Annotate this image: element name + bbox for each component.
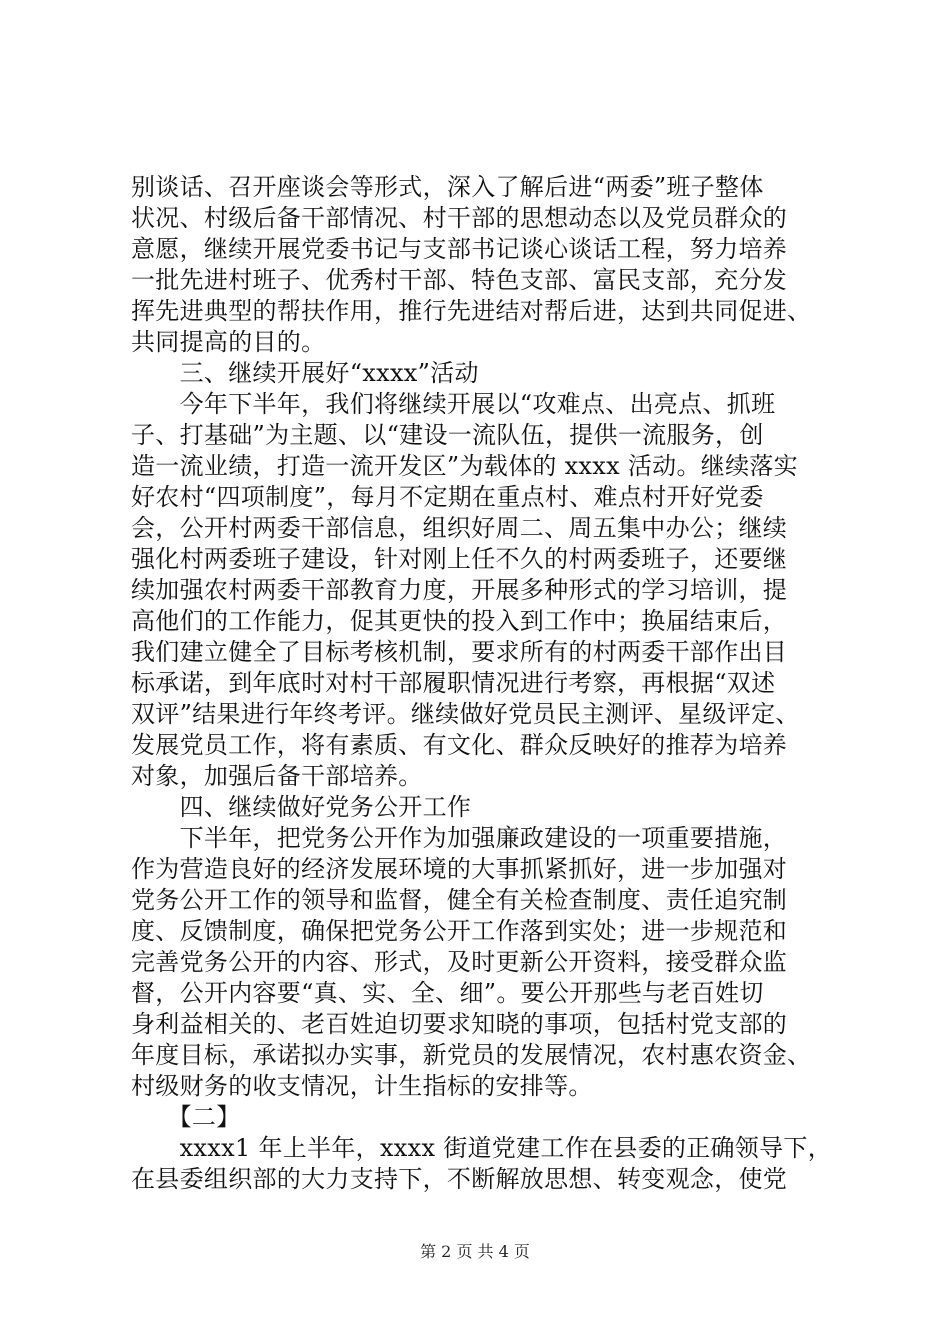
text-line: 会，公开村两委干部信息，组织好周二、周五集中办公；继续 xyxy=(131,514,788,542)
text-line: 续加强农村两委干部教育力度，开展多种形式的学习培训，提 xyxy=(131,576,788,604)
section-heading: 【二】 xyxy=(131,1103,241,1131)
text-line: 年度目标，承诺拟办实事，新党员的发展情况，农村惠农资金、 xyxy=(131,1041,812,1069)
text-line: xxxx1 年上半年，xxxx 街道党建工作在县委的正确领导下， xyxy=(131,1134,833,1162)
text-line: 完善党务公开的内容、形式，及时更新公开资料，接受群众监 xyxy=(131,948,788,976)
text-line: 强化村两委班子建设，针对刚上任不久的村两委班子，还要继 xyxy=(131,545,788,573)
text-line: 状况、村级后备干部情况、村干部的思想动态以及党员群众的 xyxy=(131,204,788,232)
text-line: 意愿，继续开展党委书记与支部书记谈心谈话工程，努力培养 xyxy=(131,235,788,263)
text-line: 发展党员工作，将有素质、有文化、群众反映好的推荐为培养 xyxy=(131,731,788,759)
text-line: 村级财务的收支情况，计生指标的安排等。 xyxy=(131,1072,593,1100)
text-line: 子、打基础”为主题、以“建设一流队伍，提供一流服务，创 xyxy=(131,421,764,449)
section-heading: 四、继续做好党务公开工作 xyxy=(131,793,472,821)
text-line: 下半年，把党务公开作为加强廉政建设的一项重要措施， xyxy=(131,824,788,852)
text-line: 别谈话、召开座谈会等形式，深入了解后进“两委”班子整体 xyxy=(131,173,764,201)
page-number-label: 第 2 页 共 4 页 xyxy=(420,1242,530,1261)
section-heading: 三、继续开展好“xxxx”活动 xyxy=(131,359,479,387)
page-footer xyxy=(0,1242,950,1262)
text-line: 挥先进典型的帮扶作用，推行先进结对帮后进，达到共同促进、 xyxy=(131,297,812,325)
text-line: 督，公开内容要“真、实、全、细”。要公开那些与老百姓切 xyxy=(131,979,764,1007)
text-line: 党务公开工作的领导和监督，健全有关检查制度、责任追究制 xyxy=(131,886,788,914)
text-line: 高他们的工作能力，促其更快的投入到工作中；换届结束后， xyxy=(131,607,788,635)
text-line: 度、反馈制度，确保把党务公开工作落到实处；进一步规范和 xyxy=(131,917,788,945)
text-line: 我们建立健全了目标考核机制，要求所有的村两委干部作出目 xyxy=(131,638,788,666)
text-line: 好农村“四项制度”，每月不定期在重点村、难点村开好党委 xyxy=(131,483,764,511)
text-line: 标承诺，到年底时对村干部履职情况进行考察，再根据“双述 xyxy=(131,669,776,697)
text-line: 一批先进村班子、优秀村干部、特色支部、富民支部，充分发 xyxy=(131,266,788,294)
text-line: 作为营造良好的经济发展环境的大事抓紧抓好，进一步加强对 xyxy=(131,855,788,883)
text-line: 对象，加强后备干部培养。 xyxy=(131,762,423,790)
text-line: 双评”结果进行年终考评。继续做好党员民主测评、星级评定、 xyxy=(131,700,800,728)
text-line: 今年下半年，我们将继续开展以“攻难点、出亮点、抓班 xyxy=(131,390,776,418)
text-line: 共同提高的目的。 xyxy=(131,328,326,356)
text-line: 在县委组织部的大力支持下，不断解放思想、转变观念，使党 xyxy=(131,1165,788,1193)
document-body xyxy=(131,172,831,1195)
text-line: 身利益相关的、老百姓迫切要求知晓的事项，包括村党支部的 xyxy=(131,1010,788,1038)
text-line: 造一流业绩，打造一流开发区”为载体的 xxxx 活动。继续落实 xyxy=(131,452,798,480)
